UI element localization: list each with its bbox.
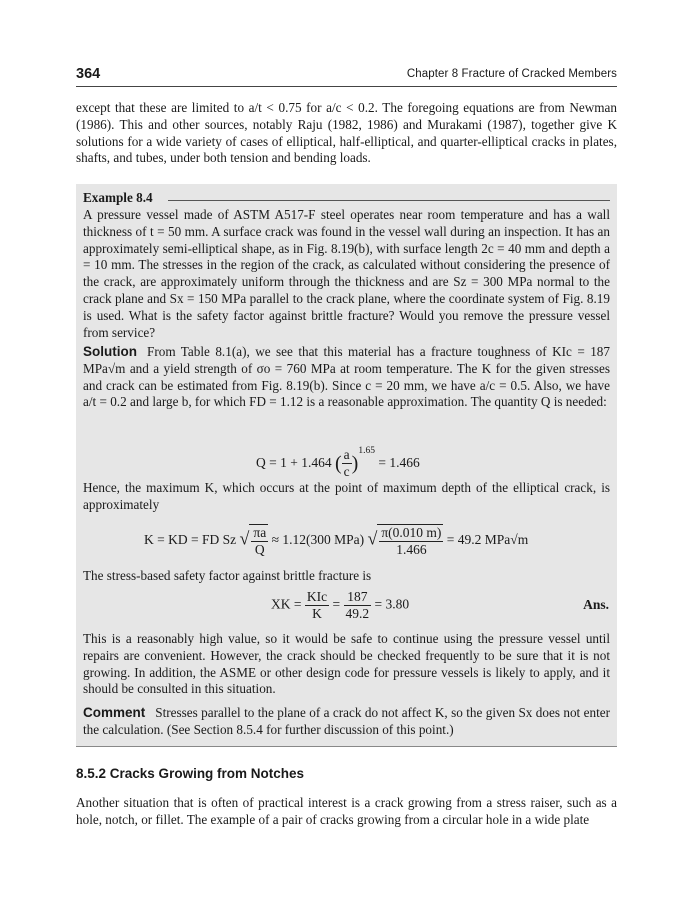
header-rule [76, 86, 617, 87]
eq2-rad2-den: 1.466 [396, 542, 427, 557]
eq3-f1-num: KIc [306, 589, 328, 604]
eq3-rhs: = 3.80 [374, 596, 410, 612]
solution-text: From Table 8.1(a), we see that this material has a fracture toughness of KIc = 187 MPa√m and a yield strength of σo = 760 MPa at room temperature. The K for the given stresses and crack can be estimated from Fig. 8.19(b). Since c = 20 mm, we have a/c = 0.5. Also, we have a/t = 0.2 and large b, for which FD = 1.12 is a reasonable approximation. The quantity Q is needed: [83, 344, 610, 410]
eq3-lhs: XK = [271, 596, 302, 612]
closing-paragraph: Another situation that is often of practical interest is a crack growing from a stress raiser, such as a hole, notch, or fillet. The example of a pair of cracks growing from a circular hole in a wide plate [76, 795, 617, 827]
paren-open: ( [334, 452, 342, 475]
equation-k [144, 524, 528, 558]
solution-paragraph [83, 344, 610, 411]
paren-close: ) [351, 452, 359, 475]
example-title [83, 190, 610, 206]
eq2-frac [251, 525, 268, 558]
example-problem: A pressure vessel made of ASTM A517-F steel operates near room temperature and has a wall thickness of t = 50 mm. A surface crack was found in the vessel wall during an inspection. It has an approximately semi-elliptical shape, as in Fig. 8.19(b), with surface length 2c = 40 mm and depth a = 10 mm. The stresses in the region of the crack, as calculated without considering the presence of the crack, are approximately uniform through the thickness and are Sz = 300 MPa normal to the crack plane and Sx = 150 MPa parallel to the crack plane, where the coordinate system of Fig. 8.19 is used. What is the safety factor against brittle fracture? Would you remove the pressure vessel from service? [83, 207, 610, 340]
intro-paragraph: except that these are limited to a/t < 0.75 for a/c < 0.2. The foregoing equations are from Newman (1986). This and other sources, notably Raju (1982, 1986) and Murakami (1987), together give K solutions for a wide variety of cases of elliptical, half-elliptical, and quarter-elliptical cracks in plates, shafts, and tubes, under both tension and bending loads. [76, 100, 617, 166]
answer-marker: Ans. [583, 597, 609, 612]
comment-paragraph [83, 705, 610, 739]
example-title-rule [168, 200, 610, 201]
example-title-text: Example 8.4 [83, 190, 153, 205]
section-heading: 8.5.2 Cracks Growing from Notches [76, 766, 305, 781]
eq2-frac2 [379, 525, 443, 558]
radical-sign-2: √ [367, 528, 378, 549]
equation-xk [271, 589, 409, 622]
eq2-rad-num: πa [253, 525, 267, 540]
eq3-f2-num: 187 [344, 589, 372, 606]
para-max-k: Hence, the maximum K, which occurs at the point of maximum depth of the elliptical crack, is approximately [83, 480, 610, 512]
eq1-exponent: 1.65 [358, 446, 375, 456]
eq2-lhs: K = KD = FD Sz [144, 532, 237, 548]
eq2-rad2-num: π(0.010 m) [381, 525, 442, 540]
solution-label: Solution [83, 344, 137, 359]
eq2-sqrt [239, 524, 268, 558]
para-safety: The stress-based safety factor against brittle fracture is [83, 568, 372, 583]
eq3-f1-den: K [312, 606, 322, 621]
eq3-frac2 [344, 589, 372, 622]
eq2-rad-den: Q [254, 542, 265, 557]
eq2-rhs: = 49.2 MPa√m [446, 532, 529, 548]
running-header [76, 64, 617, 86]
radical-sign: √ [239, 528, 250, 549]
example-box [76, 184, 617, 747]
page-number: 364 [76, 66, 101, 82]
comment-label: Comment [83, 705, 146, 720]
eq1-num: a [343, 447, 350, 463]
eq1-lhs: Q = 1 + 1.464 [256, 455, 332, 470]
eq2-mid: ≈ 1.12(300 MPa) [271, 532, 365, 548]
eq2-sqrt2 [367, 524, 443, 558]
eq1-fraction [342, 447, 352, 480]
eq1-rhs: = 1.466 [378, 455, 420, 470]
eq1-den: c [343, 464, 350, 480]
chapter-title: Chapter 8 Fracture of Cracked Members [406, 68, 617, 80]
comment-text: Stresses parallel to the plane of a crack do not affect K, so the given Sx does not enter the calculation. (See Section 8.5.4 for further discussion of this point.) [83, 705, 610, 737]
eq3-frac1 [305, 589, 329, 622]
para-conclusion: This is a reasonably high value, so it would be safe to continue using the pressure vessel until repairs are convenient. However, the crack should be checked frequently to be sure that it is not growing. In addition, the ASME or other design code for pressure vessels is likely to apply, and it should be consulted in this situation. [83, 631, 610, 697]
equals-sign: = [332, 596, 341, 612]
eq3-f2-den: 49.2 [345, 606, 370, 621]
equation-q [256, 446, 420, 480]
